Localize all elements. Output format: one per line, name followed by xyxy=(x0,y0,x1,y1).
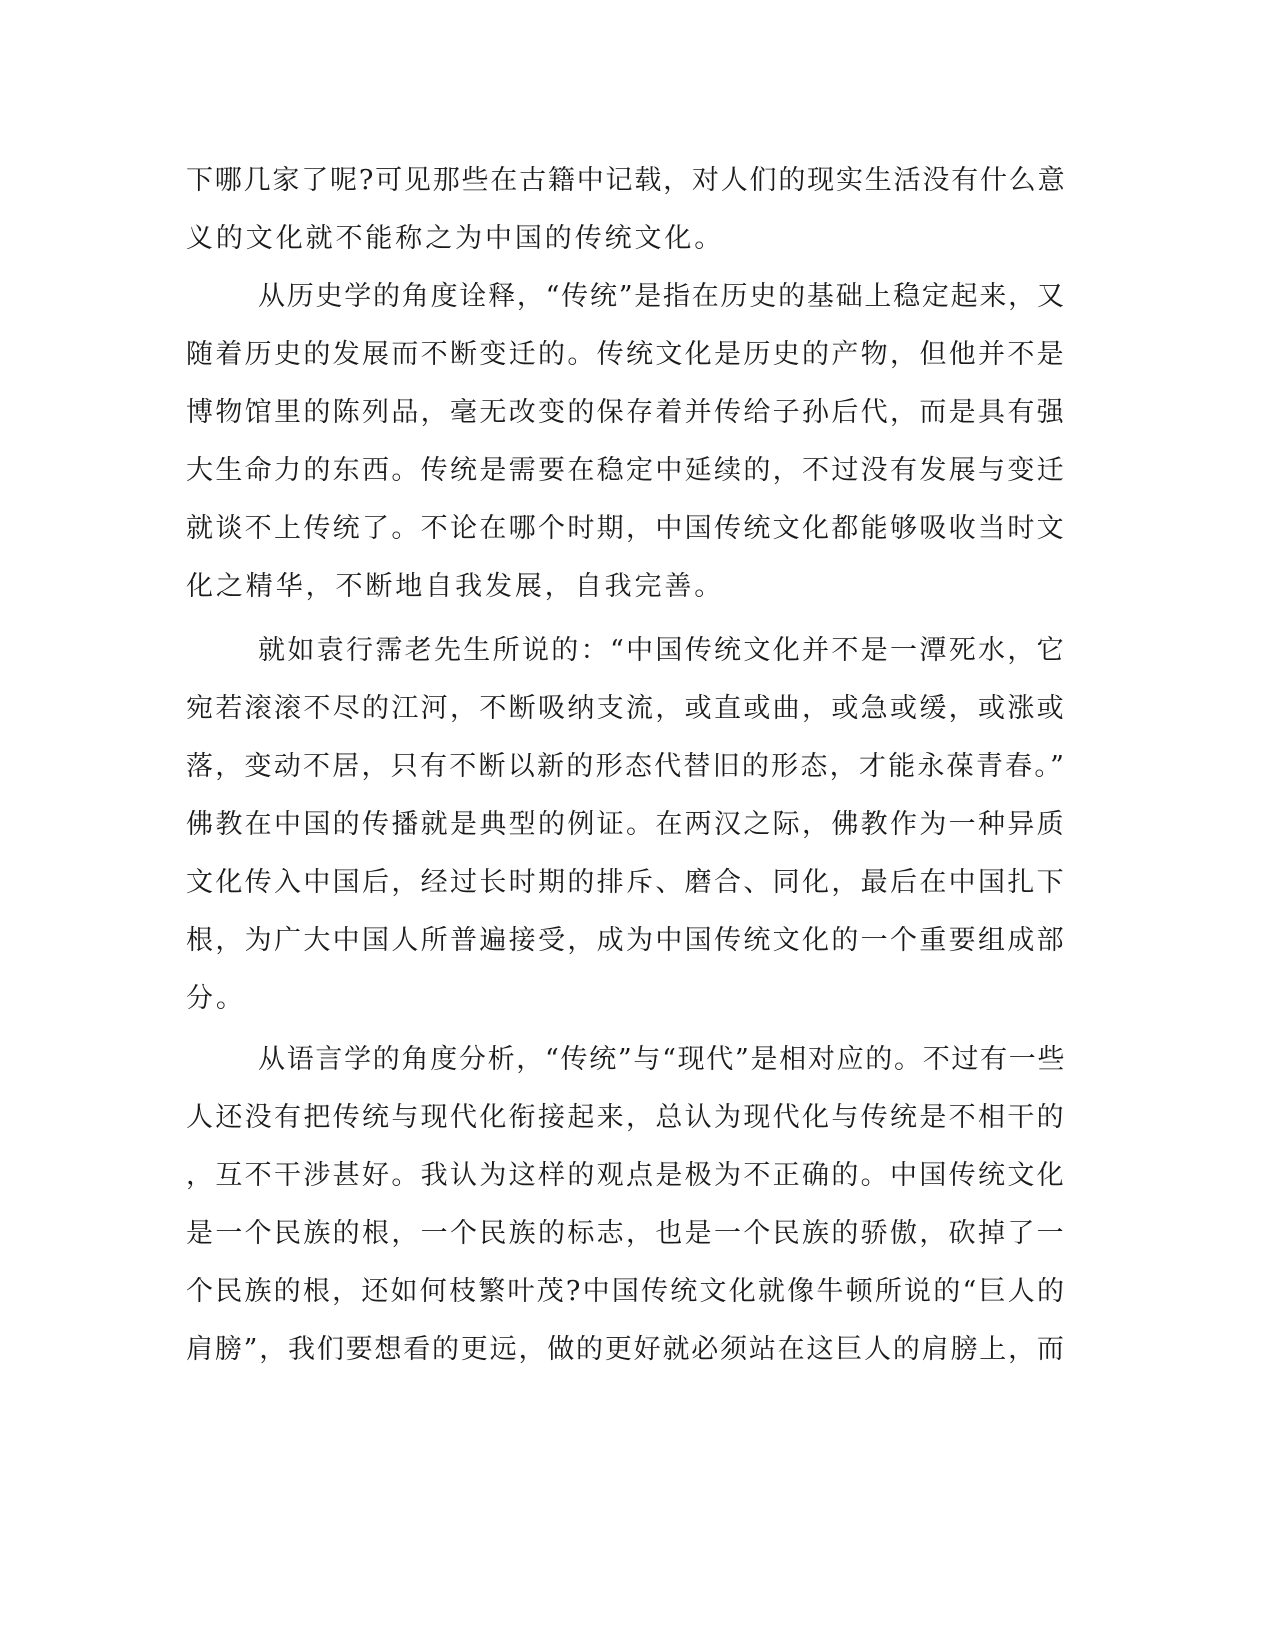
text-line: 文化传入中国后，经过长时期的排斥、磨合、同化，最后在中国扎下 xyxy=(186,867,1066,898)
text-line: 落，变动不居，只有不断以新的形态代替旧的形态，才能永葆青春。” xyxy=(186,751,1067,782)
text-line: 佛教在中国的传播就是典型的例证。在两汉之际，佛教作为一种异质 xyxy=(186,809,1066,840)
text-line: 就谈不上传统了。不论在哪个时期，中国传统文化都能够吸收当时文 xyxy=(186,513,1066,544)
text-line: ，互不干涉甚好。我认为这样的观点是极为不正确的。中国传统文化 xyxy=(186,1160,1066,1191)
text-line: 个民族的根，还如何枝繁叶茂?中国传统文化就像牛顿所说的“巨人的 xyxy=(186,1276,1067,1307)
text-line: 大生命力的东西。传统是需要在稳定中延续的，不过没有发展与变迁 xyxy=(186,455,1066,486)
paragraph-first-line: 从历史学的角度诠释，“传统”是指在历史的基础上稳定起来，又 xyxy=(258,281,1066,312)
text-line: 义的文化就不能称之为中国的传统文化。 xyxy=(186,223,725,254)
text-line: 宛若滚滚不尽的江河，不断吸纳支流，或直或曲，或急或缓，或涨或 xyxy=(186,693,1066,724)
paragraph-first-line: 就如袁行霈老先生所说的：“中国传统文化并不是一潭死水，它 xyxy=(258,635,1067,666)
text-line: 分。 xyxy=(186,983,246,1014)
text-line: 人还没有把传统与现代化衔接起来，总认为现代化与传统是不相干的 xyxy=(186,1102,1066,1133)
text-line: 下哪几家了呢?可见那些在古籍中记载，对人们的现实生活没有什么意 xyxy=(186,165,1067,196)
text-line: 是一个民族的根，一个民族的标志，也是一个民族的骄傲，砍掉了一 xyxy=(186,1218,1066,1249)
paragraph-first-line: 从语言学的角度分析，“传统”与“现代”是相对应的。不过有一些 xyxy=(258,1044,1067,1075)
text-line: 肩膀”，我们要想看的更远，做的更好就必须站在这巨人的肩膀上，而 xyxy=(186,1334,1066,1365)
text-line: 随着历史的发展而不断变迁的。传统文化是历史的产物，但他并不是 xyxy=(186,339,1066,370)
text-line: 根，为广大中国人所普遍接受，成为中国传统文化的一个重要组成部 xyxy=(186,925,1066,956)
text-line: 博物馆里的陈列品，毫无改变的保存着并传给子孙后代，而是具有强 xyxy=(186,397,1066,428)
text-line: 化之精华，不断地自我发展，自我完善。 xyxy=(186,571,725,602)
